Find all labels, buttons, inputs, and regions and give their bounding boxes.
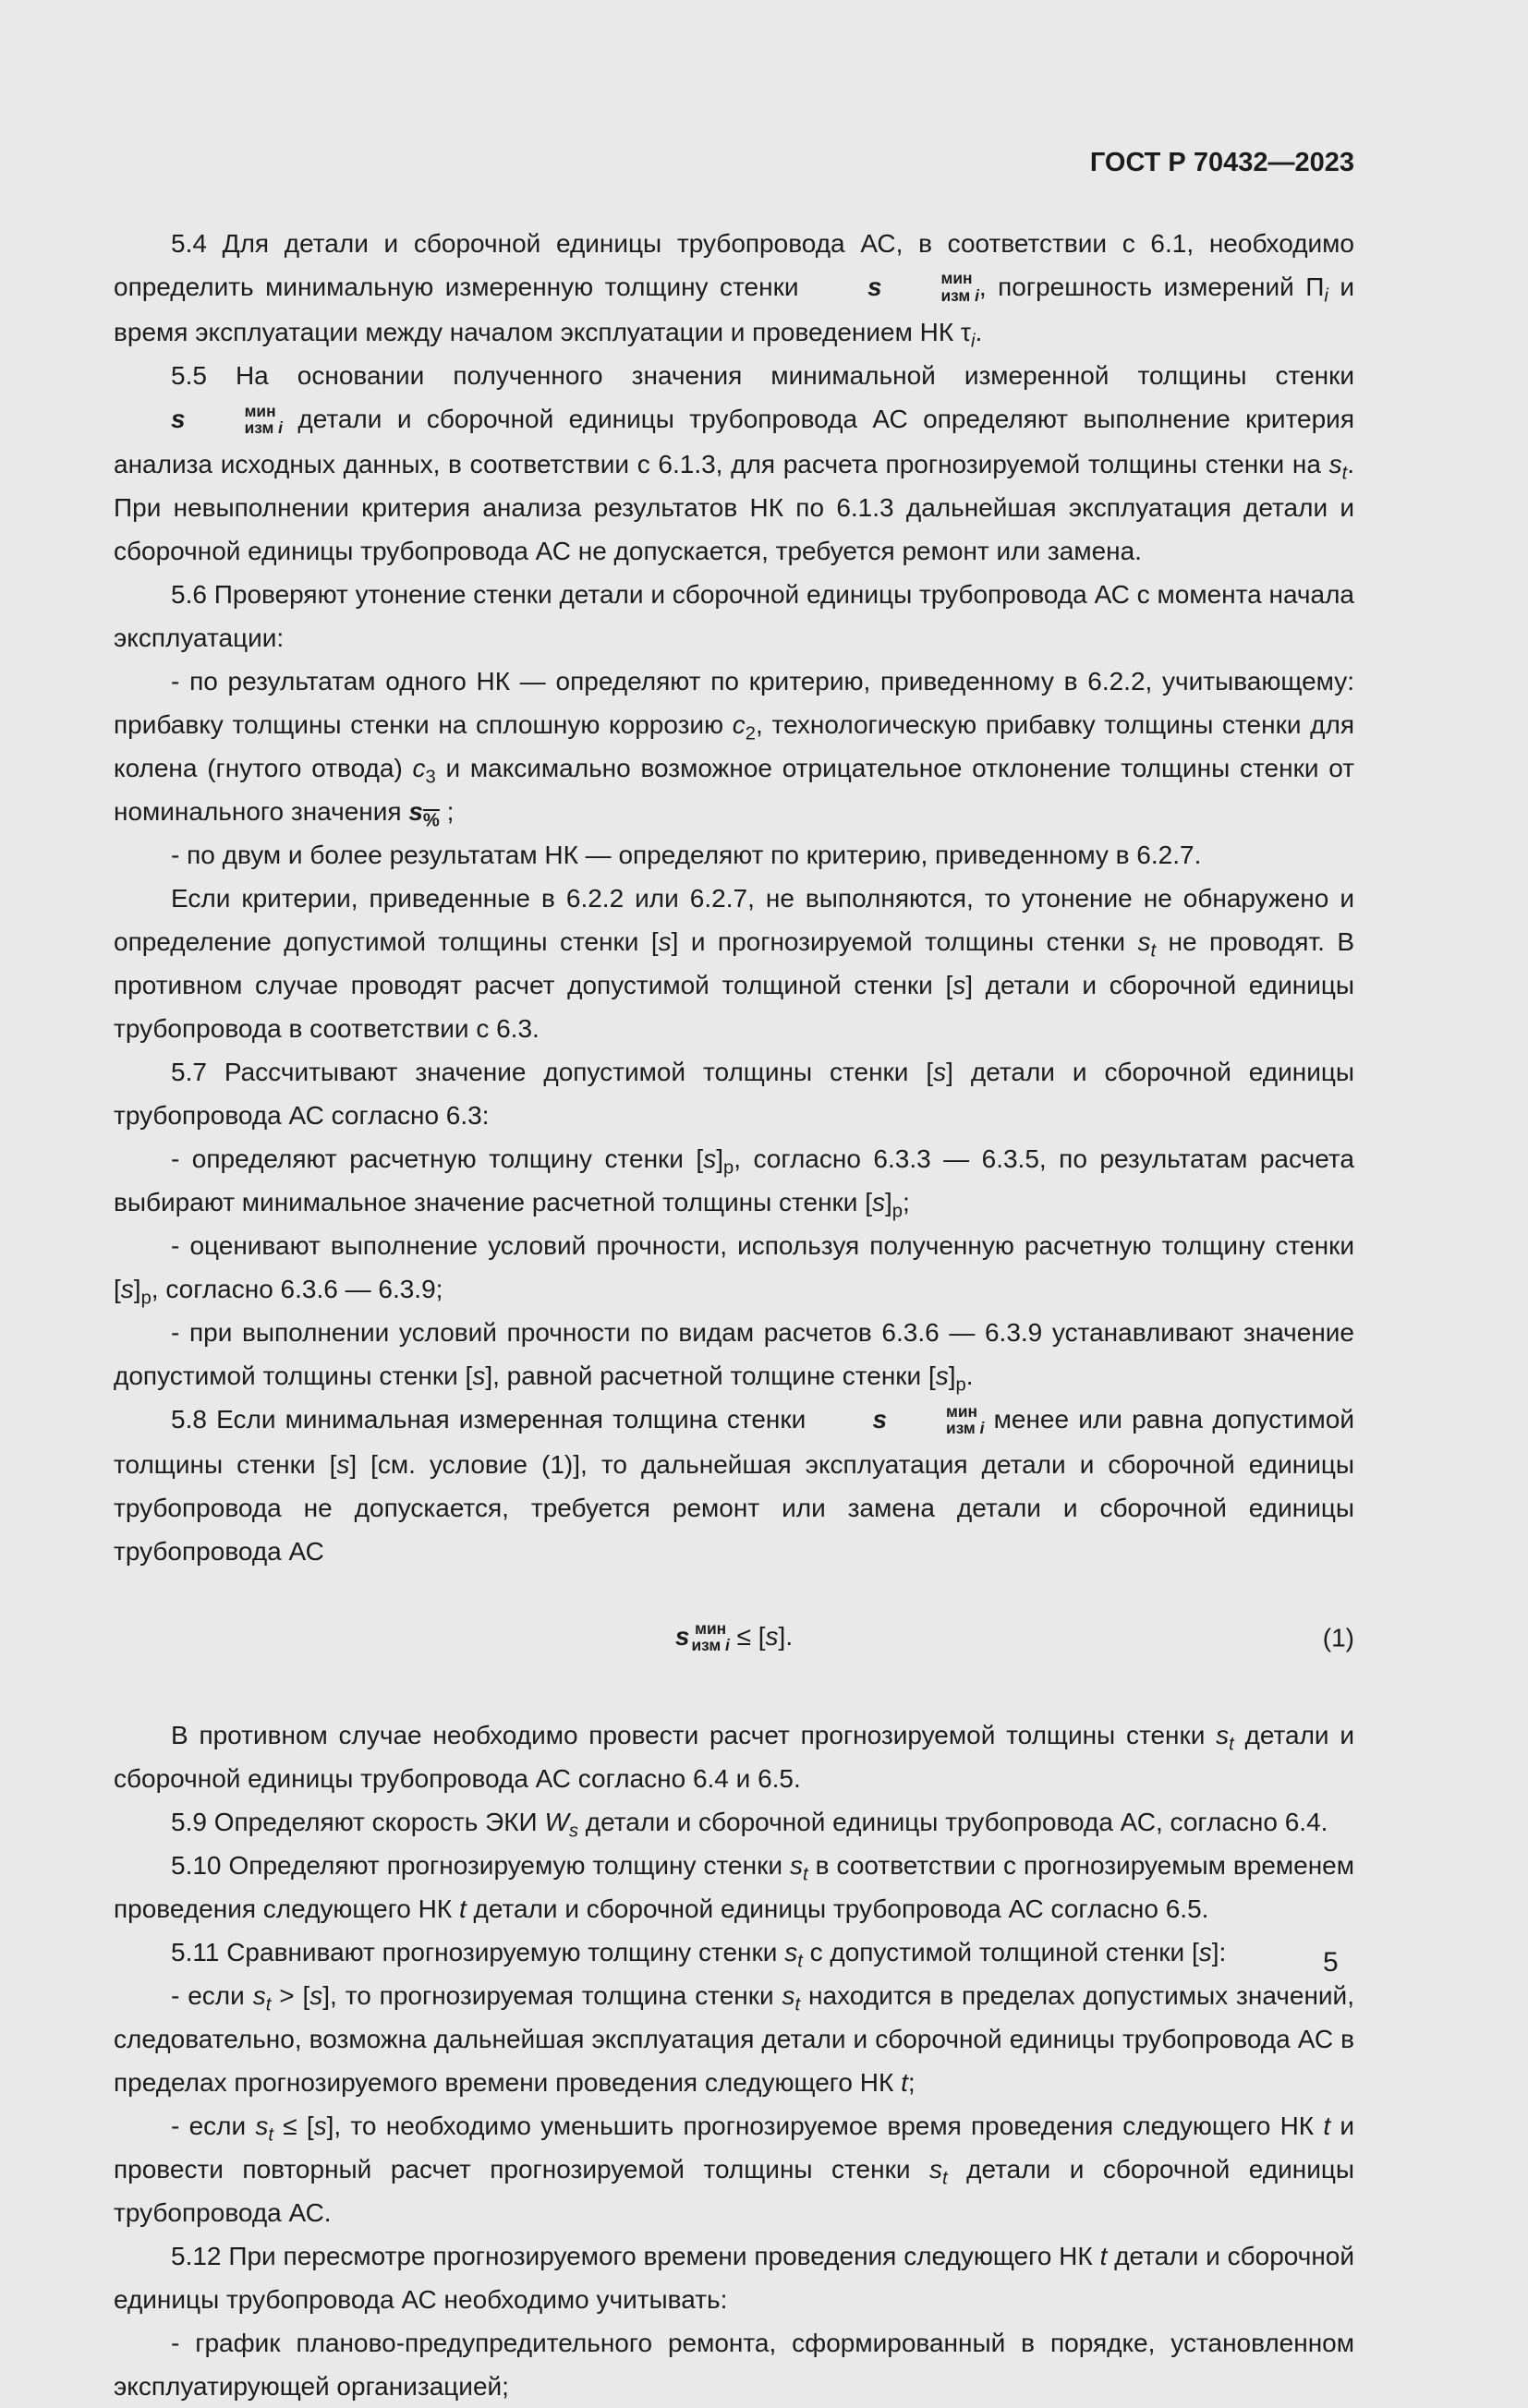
page-number: 5 [1323, 1947, 1339, 1978]
paragraph: 5.12 При пересмотре прогнозируемого времени проведения следующего НК t детали и сборочной единицы трубопровода АС необходимо учитывать: [114, 2242, 1354, 2315]
paragraph: - если $s_t \le [s]$, то необходимо уменьшить прогнозируемое время проведения следующего НК t и провести повторный расчет прогнозируемой толщины стенки $s_t$ детали и сборочной единицы трубопровода АС. [114, 2112, 1355, 2228]
paragraph: - оценивают выполнение условий прочности, используя полученную расчетную толщину стенки $[s]_р$, согласно 6.3.6 — 6.3.9; [114, 1231, 1354, 1309]
stacked-symbol: s мин изм i [867, 269, 979, 305]
paragraph: В противном случае необходимо провести расчет прогнозируемой толщины стенки $s_t$ детали и сборочной единицы трубопровода АС согласно 6.4 и 6.5. [114, 1721, 1354, 1794]
document-body [114, 222, 1354, 2408]
paragraph: - при выполнении условий прочности по видам расчетов 6.3.6 — 6.3.9 устанавливают значение допустимой толщины стенки [s], равной расчетной толщине стенки $[s]_р$. [114, 1318, 1354, 1396]
paragraph: - график планово-предупредительного ремонта, сформированный в порядке, установленном эксплуатирующей организацией; [114, 2329, 1354, 2402]
paragraph: 5.8 Если минимальная измеренная толщина стенки s мин изм i менее или равна допустимой толщины стенки [s] [см. условие (1)], то дальнейшая эксплуатация детали и сборочной единицы трубопровода не допускается, требуется ремонт или замена детали и сборочной единицы трубопровода АС [114, 1398, 1354, 1573]
paragraph: - по результатам одного НК — определяют по критерию, приведенному в 6.2.2, учитывающему: прибавку толщины стенки на сплошную коррозию $c_2$, технологическую прибавку толщины стенки для колена (гнутого отвода) $c_3$ и максимально возможное отрицательное отклонение толщины стенки от номинального значения $s_{\%}$ ; [114, 667, 1354, 831]
paragraph: 5.6 Проверяют утонение стенки детали и сборочной единицы трубопровода АС с момента начала эксплуатации: [114, 580, 1354, 653]
paragraph: - если $s_t > [s]$, то прогнозируемая толщина стенки $s_t$ находится в пределах допустимых значений, следовательно, возможна дальнейшая эксплуатация детали и сборочной единицы трубопровода АС в пределах прогнозируемого времени проведения следующего НК t; [114, 1981, 1354, 2098]
stacked-symbol: s мин изм i [872, 1401, 985, 1437]
paragraph: 5.7 Рассчитывают значение допустимой толщины стенки [s] детали и сборочной единицы трубопровода АС согласно 6.3: [114, 1058, 1355, 1131]
paragraph: 5.5 На основании полученного значения минимальной измеренной толщины стенки s мин изм i детали и сборочной единицы трубопровода АС определяют выполнение критерия анализа исходных данных, в соответствии с 6.1.3, для расчета прогнозируемой толщины стенки на $s_t$. При невыполнении критерия анализа результатов НК по 6.1.3 дальнейшая эксплуатация детали и сборочной единицы трубопровода АС не допускается, требуется ремонт или замена. [114, 361, 1354, 566]
paragraph: Если критерии, приведенные в 6.2.2 или 6.2.7, не выполняются, то утонение не обнаружено и определение допустимой толщины стенки [s] и прогнозируемой толщины стенки $s_t$ не проводят. В противном случае проводят расчет допустимой толщиной стенки [s] детали и сборочной единицы трубопровода в соответствии с 6.3. [114, 884, 1354, 1044]
formula: s мин изм i ≤ [s]. [675, 1622, 793, 1651]
stacked-symbol: s мин изм i [171, 401, 283, 437]
paragraph: 5.10 Определяют прогнозируемую толщину стенки $s_t$ в соответствии с прогнозируемым временем проведения следующего НК t детали и сборочной единицы трубопровода АС согласно 6.5. [114, 1851, 1354, 1924]
paragraph: 5.4 Для детали и сборочной единицы трубопровода АС, в соответствии с 6.1, необходимо определить минимальную измеренную толщину стенки s мин изм i , погрешность измерений $П_i$ и время эксплуатации между началом эксплуатации и проведением НК $\tau_i$. [114, 229, 1354, 352]
formula-block [114, 1615, 1354, 1660]
formula-number: (1) [1322, 1623, 1354, 1652]
stacked-symbol: s мин изм i [674, 1618, 730, 1654]
paragraph: - определяют расчетную толщину стенки $[s]_р$, согласно 6.3.3 — 6.3.5, по результатам расчета выбирают минимальное значение расчетной толщины стенки $[s]_р$; [114, 1144, 1354, 1222]
document-header: ГОСТ Р 70432—2023 [1089, 148, 1354, 177]
page-content [114, 148, 1354, 2408]
paragraph: 5.9 Определяют скорость ЭКИ $W_s$ детали и сборочной единицы трубопровода АС, согласно 6.4. [171, 1808, 1328, 1843]
paragraph: - по двум и более результатам НК — определяют по критерию, приведенному в 6.2.7. [171, 841, 1202, 870]
paragraph: 5.11 Сравнивают прогнозируемую толщину стенки $s_t$ с допустимой толщиной стенки [s]: [171, 1938, 1227, 1973]
